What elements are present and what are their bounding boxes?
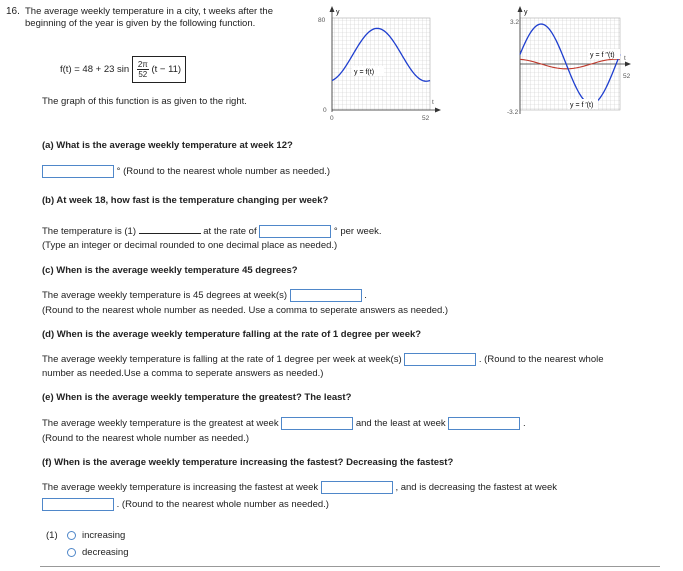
part-f-text: The average weekly temperature is increasing the fastest at week	[42, 482, 319, 494]
part-b-hint: (Type an integer or decimal rounded to one decimal place as needed.)	[42, 240, 338, 251]
graph-f	[314, 4, 449, 124]
formula-bracket	[132, 56, 186, 83]
choice-decreasing[interactable]	[67, 547, 128, 558]
part-a-row	[42, 165, 330, 178]
graph-f-y-tick: 80	[318, 17, 326, 24]
choice-increasing[interactable]	[67, 530, 125, 541]
part-d-input[interactable]	[404, 353, 476, 366]
part-f-row	[42, 481, 557, 494]
graph-f-curve-label: y = f(t)	[354, 69, 375, 76]
part-b-mid: at the rate of	[203, 226, 257, 238]
graph-f-x-arrow	[435, 108, 441, 113]
graph-derivatives	[507, 4, 635, 124]
fraction-numerator: 2π	[137, 60, 148, 69]
part-a-suffix: ° (Round to the nearest whole number as needed.)	[116, 166, 331, 178]
graph-f-x-end: 52	[422, 115, 430, 122]
choices-label: (1)	[46, 530, 58, 541]
part-c-hint: (Round to the nearest whole number as needed. Use a comma to seperate answers as needed.)	[42, 305, 449, 316]
part-f-hint: . (Round to the nearest whole number as needed.)	[116, 499, 329, 511]
part-c-row	[42, 289, 367, 302]
graph-d-x-end: 52	[623, 73, 631, 80]
part-c-question: (c) When is the average weekly temperature 45 degrees?	[42, 265, 298, 276]
part-a-question: (a) What is the average weekly temperature at week 12?	[42, 140, 293, 151]
formula-fraction	[137, 60, 149, 79]
graph-d-t-label: t	[624, 55, 626, 62]
part-c-text: The average weekly temperature is 45 degrees at week(s)	[42, 290, 288, 302]
part-f-question: (f) When is the average weekly temperature increasing the fastest? Decreasing the fastest?	[42, 457, 454, 468]
graph-f-y-arrow	[330, 6, 335, 12]
part-e-mid: and the least at week	[355, 418, 446, 430]
part-d-after: . (Round to the nearest whole	[478, 354, 604, 366]
part-e-dot: .	[522, 418, 526, 430]
part-e-row	[42, 417, 526, 430]
part-d-row	[42, 353, 604, 366]
part-b-end: ° per week.	[333, 226, 382, 238]
problem-number: 16.	[6, 6, 20, 17]
graph-d-y-label: y	[524, 9, 528, 16]
graph-f-y-label: y	[336, 9, 340, 16]
graph-d-y-bottom: -3.2	[507, 109, 519, 116]
part-b-row	[42, 225, 382, 238]
part-e-question: (e) When is the average weekly temperature the greatest? The least?	[42, 392, 352, 403]
radio-increasing[interactable]	[67, 531, 76, 540]
part-f-decreasing-input[interactable]	[42, 498, 114, 511]
part-d-question: (d) When is the average weekly temperature falling at the rate of 1 degree per week?	[42, 329, 422, 340]
graph-note: The graph of this function is as given to the right.	[42, 96, 247, 107]
choice-decreasing-label: decreasing	[82, 547, 129, 558]
graph-d-x-arrow	[625, 62, 631, 67]
graph-d-second-label: y = f ′′(t)	[590, 52, 615, 59]
function-formula	[60, 56, 186, 83]
part-f-increasing-input[interactable]	[321, 481, 393, 494]
part-f-row2	[42, 498, 329, 511]
part-d-text: The average weekly temperature is falling at the rate of 1 degree per week at week(s)	[42, 354, 402, 366]
part-b-dropdown-blank[interactable]	[139, 233, 201, 234]
part-e-least-input[interactable]	[448, 417, 520, 430]
radio-decreasing[interactable]	[67, 548, 76, 557]
graph-f-x-zero: 0	[330, 115, 334, 122]
part-e-greatest-input[interactable]	[281, 417, 353, 430]
formula-lhs: f(t) = 48 + 23 sin	[60, 64, 130, 76]
graph-f-y-zero: 0	[323, 107, 327, 114]
part-e-hint: (Round to the nearest whole number as needed.)	[42, 433, 250, 444]
part-c-dot: .	[364, 290, 367, 302]
formula-tail: (t − 11)	[151, 64, 182, 76]
part-e-text: The average weekly temperature is the greatest at week	[42, 418, 279, 430]
fraction-denominator: 52	[138, 70, 148, 79]
graph-d-y-top: 3.2	[510, 19, 520, 26]
part-b-rate-input[interactable]	[259, 225, 331, 238]
part-c-input[interactable]	[290, 289, 362, 302]
graph-f-t-label: t	[432, 99, 434, 106]
part-f-mid: , and is decreasing the fastest at week	[395, 482, 558, 494]
choice-increasing-label: increasing	[82, 530, 126, 541]
part-b-question: (b) At week 18, how fast is the temperature changing per week?	[42, 195, 329, 206]
graph-d-y-arrow	[518, 6, 523, 12]
part-d-line2: number as needed.Use a comma to seperate answers as needed.)	[42, 368, 324, 379]
graph-d-first-label: y = f ′(t)	[570, 102, 594, 109]
bottom-divider	[40, 566, 660, 567]
problem-intro: The average weekly temperature in a city, t weeks after the beginning of the year is given by the following function.	[25, 6, 273, 29]
part-a-input[interactable]	[42, 165, 114, 178]
part-b-start: The temperature is (1)	[42, 226, 136, 238]
